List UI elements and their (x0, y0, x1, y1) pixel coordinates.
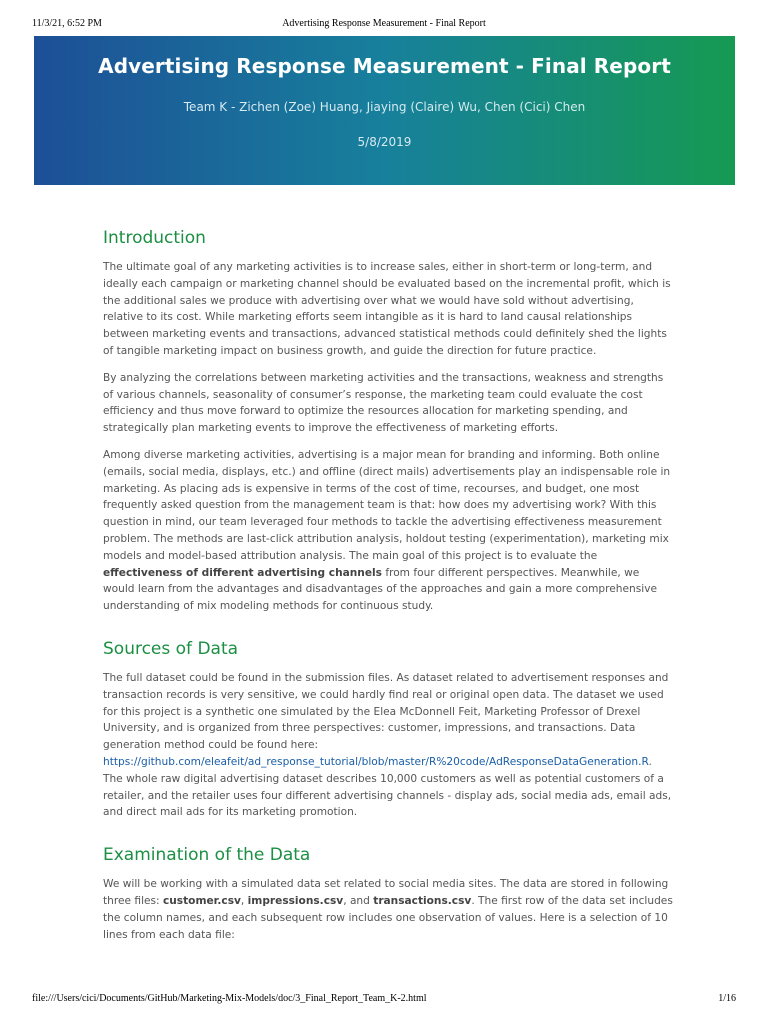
print-page-title: Advertising Response Measurement - Final Report (282, 18, 486, 29)
section-heading-sources: Sources of Data (103, 638, 239, 659)
paragraph-text: We will be working with a simulated data set related to social media sites. The data are stored in following three files: (103, 878, 669, 907)
paragraph-text: from four different perspectives. Meanwhile, we would learn from the advantages and disadvantages of the approaches and gain a more comprehensive understanding of mix modeling methods for continuous study. (103, 566, 657, 613)
report-title: Advertising Response Measurement - Final Report (98, 54, 671, 78)
report-date: 5/8/2019 (357, 135, 412, 149)
paragraph-text: The full dataset could be found in the submission files. As dataset related to advertisement responses and transaction records is very sensitive, we could hardly find real or original open data. The dataset we used for this project is a synthetic one simulated by the Elea McDonnell Feit, Marketing Professor of Drexel University, and is organized from three perspectives: customer, impressions, and transactions. Data generation method could be found here: (103, 671, 669, 752)
paragraph-text: The ultimate goal of any marketing activities is to increase sales, either in short-term or long-term, and ideally each campaign or marketing channel should be evaluated based on the incremental profit, which is the additional sales we produce with advertising over what we would have sold without advertising, relative to its cost. While marketing efforts seem intangible as it is hard to land causal relationships between marketing events and transactions, advanced statistical methods could definitely shed the lights of tangible marketing impact on business growth, and guide the direction for future practice. (103, 261, 671, 357)
source-link[interactable]: https://github.com/eleafeit/ad_response_tutorial/blob/master/R%20code/AdResponseDataGeneration.R (103, 755, 649, 768)
print-page-number: 1/16 (718, 993, 736, 1004)
paragraph-text: , and (343, 894, 374, 907)
paragraph-text: . The first row of the data set includes the column names, and each subsequent row includes one observation of values. Here is a selection of 10 lines from each data file: (103, 894, 673, 941)
section-heading-introduction: Introduction (103, 228, 206, 248)
print-footer (32, 993, 736, 1007)
paragraph-text: Among diverse marketing activities, advertising is a major mean for branding and informing. Both online (emails, social media, displays, etc.) and offline (direct mails) advertisements play an indispensable role in marketing. As placing ads is expensive in terms of the cost of time, recourses, and budget, one most frequently asked question from the management team is that: how does my advertising work? With this question in mind, our team leveraged four methods to tackle the advertising effectiveness measurement problem. The methods are last-click attribution analysis, holdout testing (experimentation), marketing mix models and model-based attribution analysis. The main goal of this project is to evaluate the (103, 448, 671, 562)
section-heading-examination: Examination of the Data (103, 845, 311, 866)
emphasis-text: transactions.csv (373, 894, 472, 907)
intro-paragraph-1 (103, 259, 673, 360)
print-file-path: file:///Users/cici/Documents/GitHub/Marketing-Mix-Models/doc/3_Final_Report_Team_K-2.html (32, 993, 427, 1004)
paragraph-text: By analyzing the correlations between marketing activities and the transactions, weakness and strengths of various channels, seasonality of consumer’s response, the marketing team could evaluate the cost efficiency and thus move forward to optimize the resources allocation for marketing spending, and strategically plan marketing events to improve the effectiveness of marketing efforts. (103, 371, 664, 435)
paragraph-text: . The whole raw digital advertising dataset describes 10,000 customers as well as potential customers of a retailer, and the retailer uses four different advertising channels - display ads, social media ads, email ads, and direct mail ads for its marketing promotion. (103, 755, 672, 819)
emphasis-text: effectiveness of different advertising channels (103, 566, 382, 579)
emphasis-text: impressions.csv (247, 894, 344, 907)
report-content (103, 226, 673, 943)
intro-paragraph-3 (103, 447, 673, 615)
emphasis-text: customer.csv (162, 894, 241, 907)
report-authors: Team K - Zichen (Zoe) Huang, Jiaying (Claire) Wu, Chen (Cici) Chen (183, 100, 586, 114)
examination-paragraph-1 (103, 876, 673, 943)
title-banner (34, 36, 735, 185)
sources-paragraph-1 (103, 670, 673, 821)
print-datetime: 11/3/21, 6:52 PM (32, 18, 102, 29)
print-header (32, 18, 736, 32)
intro-paragraph-2 (103, 370, 673, 437)
paragraph-text: , (240, 894, 248, 907)
